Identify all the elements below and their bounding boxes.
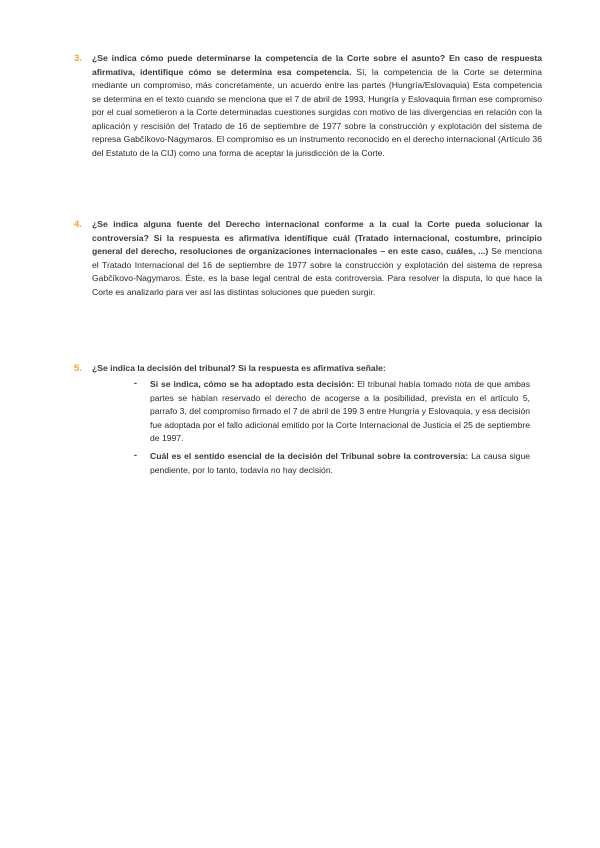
question-item-4 (74, 218, 542, 299)
bullet-question: Si se indica, cómo se ha adoptado esta decisión: (150, 379, 355, 389)
item-number: 5. (74, 363, 82, 374)
bullet-question: Cuál es el sentido esencial de la decisión del Tribunal sobre la controversia: (150, 451, 469, 461)
bullet-dash: - (134, 450, 137, 460)
bullet-answer: El tribunal había tomado nota de que ambas partes se habían reservado el derecho de acogerse a la posibilidad, prevista en el artículo 5, parrafo 3, del compromiso firmado el 7 de abril de 199 3 entre Hungría y Eslovaquia, y esa decisión fue adoptada por el fallo adicional emitido por la Corte Internacional de Justicia el 25 de septiembre de 1997. (150, 379, 530, 443)
bullet-answer: La causa sigue pendiente, por lo tanto, todavía no hay decisión. (150, 451, 531, 475)
answer-text: Sí, la competencia de la Corte se determina mediante un compromiso, más concretamente, un acuerdo entre las partes (Hungría/Eslovaquia) Esta competencia se determina en el texto cuando se menciona que el 7 de abril de 1993, Hungría y Eslovaquia firman ese compromiso por el cual sometieron a la Corte determinadas cuestiones surgidas con motivo de las divergencias en relación con la aplicación y rescisión del Tratado de 16 de septiembre de 1977 sobre la construcción y explotación del sistema de represa Gabčíkovo-Nagymaros. El compromiso es un instrumento reconocido en el derecho internacional (Artículo 36 del Estatuto de la CIJ) como una forma de aceptar la jurisdicción de la Corte. (92, 66, 542, 158)
bullet-text (150, 378, 530, 446)
question-text: ¿Se indica la decisión del tribunal? Si la respuesta es afirmativa señale: (92, 363, 386, 373)
question-text: ¿Se indica alguna fuente del Derecho internacional conforme a la cual la Corte pueda solucionar la controversia? Si la respuesta es afirmativa identifique cuál (Tratado internacional, costumbre, principio general del derecho, resoluciones de organizaciones internacionales – en este caso, cuáles, ...) (92, 219, 542, 256)
bullet-text (150, 450, 530, 477)
bullet-dash: - (134, 378, 137, 388)
bullet-item-1 (134, 378, 530, 446)
item-text (92, 52, 542, 160)
question-item-5 (74, 362, 542, 376)
question-text: ¿Se indica cómo puede determinarse la competencia de la Corte sobre el asunto? En caso de respuesta afirmativa, identifique cómo se determina esa competencia. (92, 53, 542, 77)
item-number: 4. (74, 219, 82, 230)
item-text (92, 362, 542, 376)
item-number: 3. (74, 53, 82, 64)
item-text (92, 218, 542, 299)
answer-text: Se menciona el Tratado Internacional del 16 de septiembre de 1977 sobre la construcción y explotación del sistema de represa Gabčíkovo-Nagymaros. Éste, es la base legal central de esta controversia. Para resolver la disputa, lo que hace la Corte es analizarlo para ver así las distintas soluciones que pueden surgir. (92, 246, 542, 297)
question-item-3 (74, 52, 542, 160)
bullet-item-2 (134, 450, 531, 477)
